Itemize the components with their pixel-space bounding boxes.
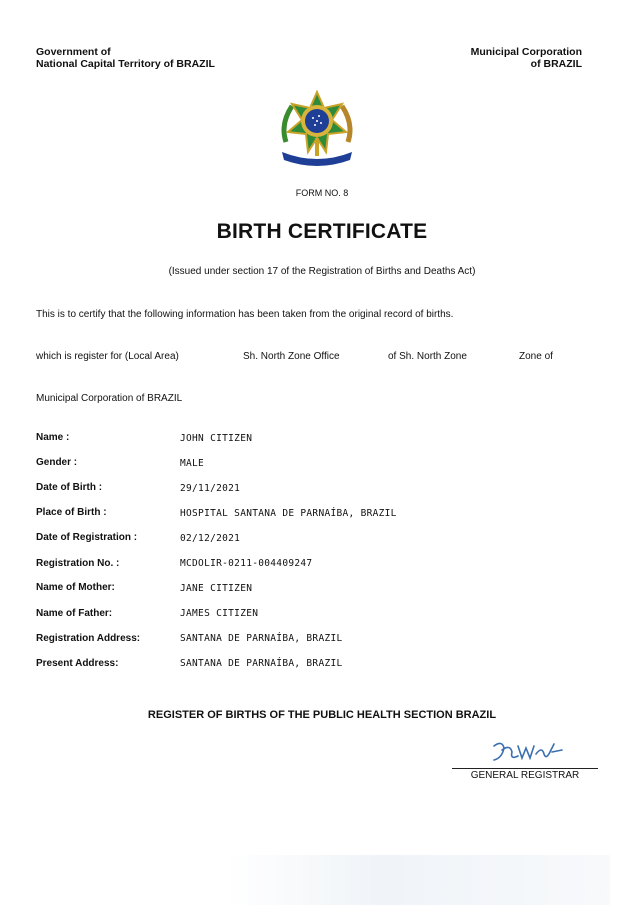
- register-line-part1: which is register for (Local Area): [36, 351, 179, 362]
- registration-address-value: SANTANA DE PARNAÍBA, BRAZIL: [180, 633, 343, 644]
- date-of-registration-label: Date of Registration :: [36, 532, 138, 543]
- gender-label: Gender :: [36, 457, 78, 468]
- registration-no-label: Registration No. :: [36, 558, 120, 569]
- present-address-value: SANTANA DE PARNAÍBA, BRAZIL: [180, 658, 343, 669]
- father-name-value: JAMES CITIZEN: [180, 608, 259, 619]
- signature-icon: [488, 738, 568, 766]
- form-number: FORM NO. 8: [295, 188, 349, 198]
- register-line-part4: Zone of: [519, 351, 553, 362]
- issued-under-text: (Issued under section 17 of the Registration of Births and Deaths Act): [168, 266, 476, 277]
- date-of-birth-value: 29/11/2021: [180, 483, 241, 494]
- father-name-label: Name of Father:: [36, 608, 113, 619]
- header-right: [471, 46, 582, 70]
- name-label: Name :: [36, 432, 70, 443]
- name-value: JOHN CITIZEN: [180, 433, 253, 444]
- present-address-label: Present Address:: [36, 658, 119, 669]
- mother-name-label: Name of Mother:: [36, 582, 115, 593]
- date-of-birth-label: Date of Birth :: [36, 482, 103, 493]
- place-of-birth-label: Place of Birth :: [36, 507, 107, 518]
- header-left-line1: Government of: [36, 46, 111, 58]
- date-of-registration-value: 02/12/2021: [180, 533, 241, 544]
- registration-address-label: Registration Address:: [36, 633, 141, 644]
- certify-text: This is to certify that the following information has been taken from the original record of births.: [36, 309, 454, 320]
- registration-no-value: MCDOLIR-0211-004409247: [180, 558, 313, 569]
- header-left: [36, 46, 215, 70]
- gender-value: MALE: [180, 458, 205, 469]
- register-line-part2: Sh. North Zone Office: [243, 351, 340, 362]
- signature-line: [452, 768, 598, 769]
- register-line-part3: of Sh. North Zone: [388, 351, 467, 362]
- header-left-line2: National Capital Territory of BRAZIL: [36, 58, 215, 70]
- mother-name-value: JANE CITIZEN: [180, 583, 253, 594]
- document-title: BIRTH CERTIFICATE: [216, 220, 428, 243]
- registrar-label: GENERAL REGISTRAR: [470, 770, 580, 781]
- place-of-birth-value: HOSPITAL SANTANA DE PARNAÍBA, BRAZIL: [180, 508, 397, 519]
- municipal-line: Municipal Corporation of BRAZIL: [36, 393, 183, 404]
- register-section-title: REGISTER OF BIRTHS OF THE PUBLIC HEALTH SECTION BRAZIL: [147, 709, 497, 721]
- header-right-line2: of BRAZIL: [530, 58, 582, 70]
- header-right-line1: Municipal Corporation: [470, 46, 582, 58]
- brazil-coat-of-arms-icon: [276, 90, 358, 168]
- scan-shading: [225, 855, 610, 905]
